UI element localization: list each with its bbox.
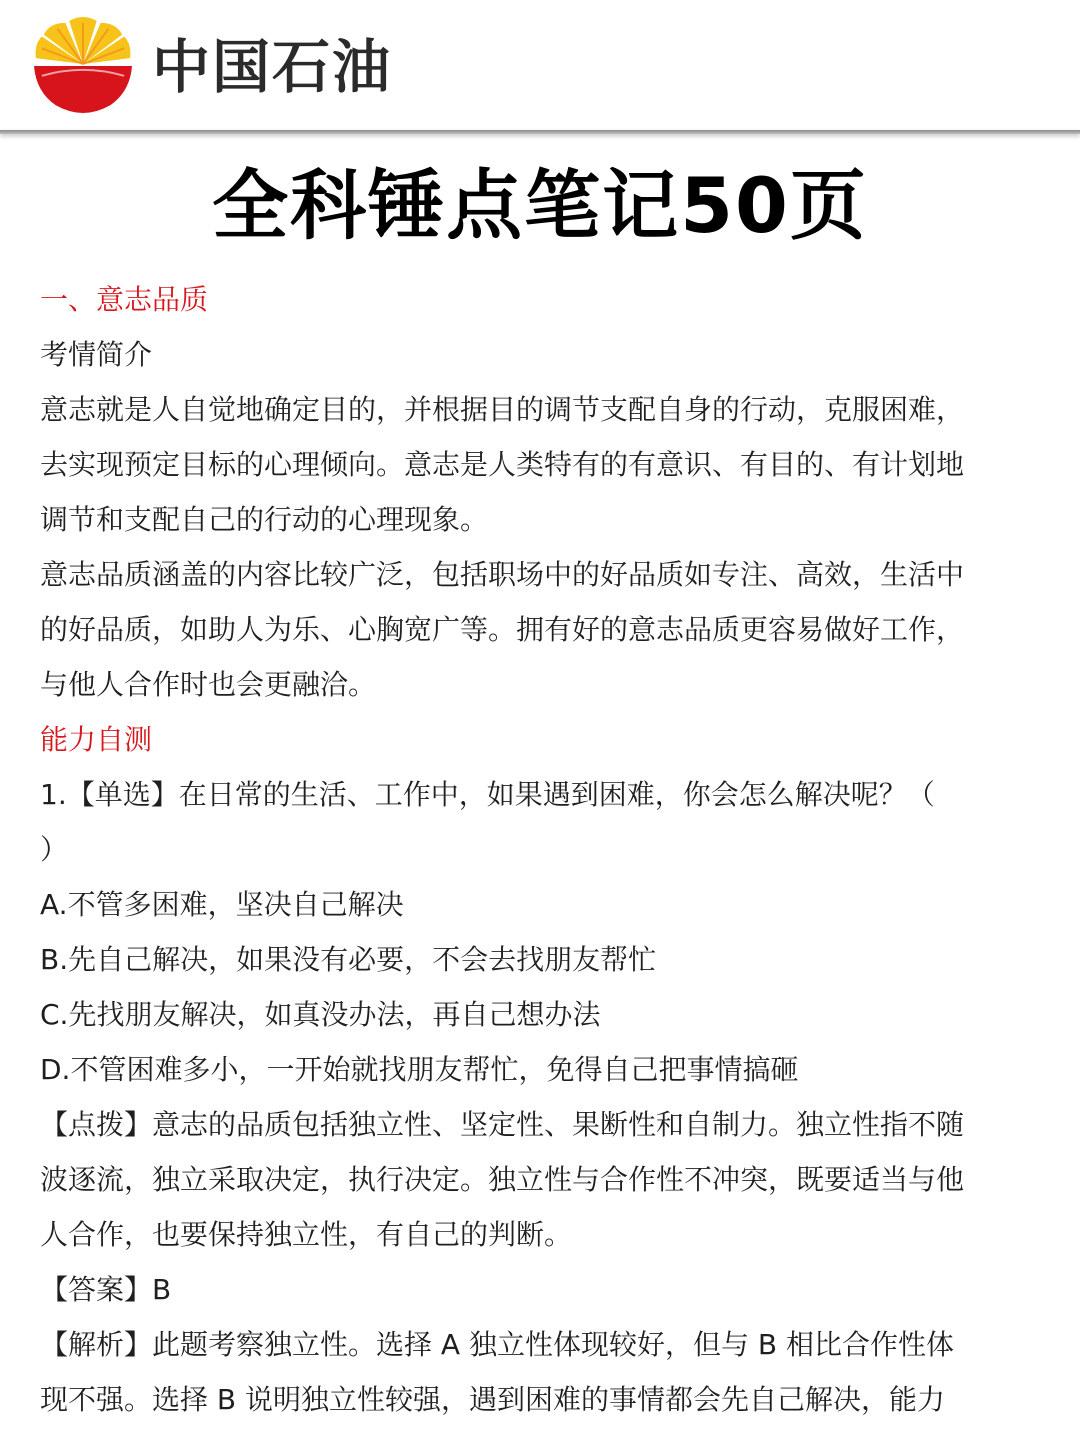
intro-label: 考情简介 (40, 338, 153, 371)
hint-line: 【点拨】意志的品质包括独立性、坚定性、果断性和自制力。独立性指不随 (40, 1108, 965, 1141)
document-body (40, 272, 1050, 1427)
intro-paragraph (40, 382, 1050, 712)
header (0, 0, 1080, 136)
question-line: 1.【单选】在日常的生活、工作中，如果遇到困难，你会怎么解决呢？（ (40, 778, 935, 811)
selftest-heading: 能力自测 (40, 723, 153, 756)
option-b: B.先自己解决，如果没有必要，不会去找朋友帮忙 (40, 943, 657, 976)
hint-line: 人合作，也要保持独立性，有自己的判断。 (40, 1218, 573, 1251)
petrochina-sunflower-logo-icon (34, 14, 132, 114)
intro-line: 调节和支配自己的行动的心理现象。 (40, 503, 489, 536)
page-title: 全科锤点笔记50页 (212, 161, 868, 250)
header-divider (0, 130, 1080, 134)
option-d: D.不管困难多小，一开始就找朋友帮忙，免得自己把事情搞砸 (40, 1053, 799, 1086)
question (40, 767, 1050, 877)
option-c: C.先找朋友解决，如真没办法，再自己想办法 (40, 998, 601, 1031)
option-a: A.不管多困难，坚决自己解决 (40, 888, 404, 921)
intro-line: 意志就是人自觉地确定目的，并根据目的调节支配自身的行动，克服困难， (40, 393, 965, 426)
intro-line: 的好品质，如助人为乐、心胸宽广等。拥有好的意志品质更容易做好工作， (40, 613, 965, 646)
section-heading: 一、意志品质 (40, 283, 209, 316)
question-line: ） (40, 833, 69, 866)
brand-name: 中国石油 (152, 33, 393, 101)
analysis-paragraph (40, 1317, 1050, 1427)
intro-line: 去实现预定目标的心理倾向。意志是人类特有的有意识、有目的、有计划地 (40, 448, 965, 481)
options-list (40, 877, 1050, 1097)
answer: 【答案】B (40, 1273, 172, 1306)
intro-line: 与他人合作时也会更融洽。 (40, 668, 377, 701)
analysis-line: 【解析】此题考察独立性。选择 A 独立性体现较好，但与 B 相比合作性体 (40, 1328, 954, 1361)
analysis-line: 现不强。选择 B 说明独立性较强，遇到困难的事情都会先自己解决，能力 (40, 1383, 946, 1416)
intro-line: 意志品质涵盖的内容比较广泛，包括职场中的好品质如专注、高效，生活中 (40, 558, 965, 591)
hint-paragraph (40, 1097, 1050, 1262)
hint-line: 波逐流，独立采取决定，执行决定。独立性与合作性不冲突，既要适当与他 (40, 1163, 965, 1196)
